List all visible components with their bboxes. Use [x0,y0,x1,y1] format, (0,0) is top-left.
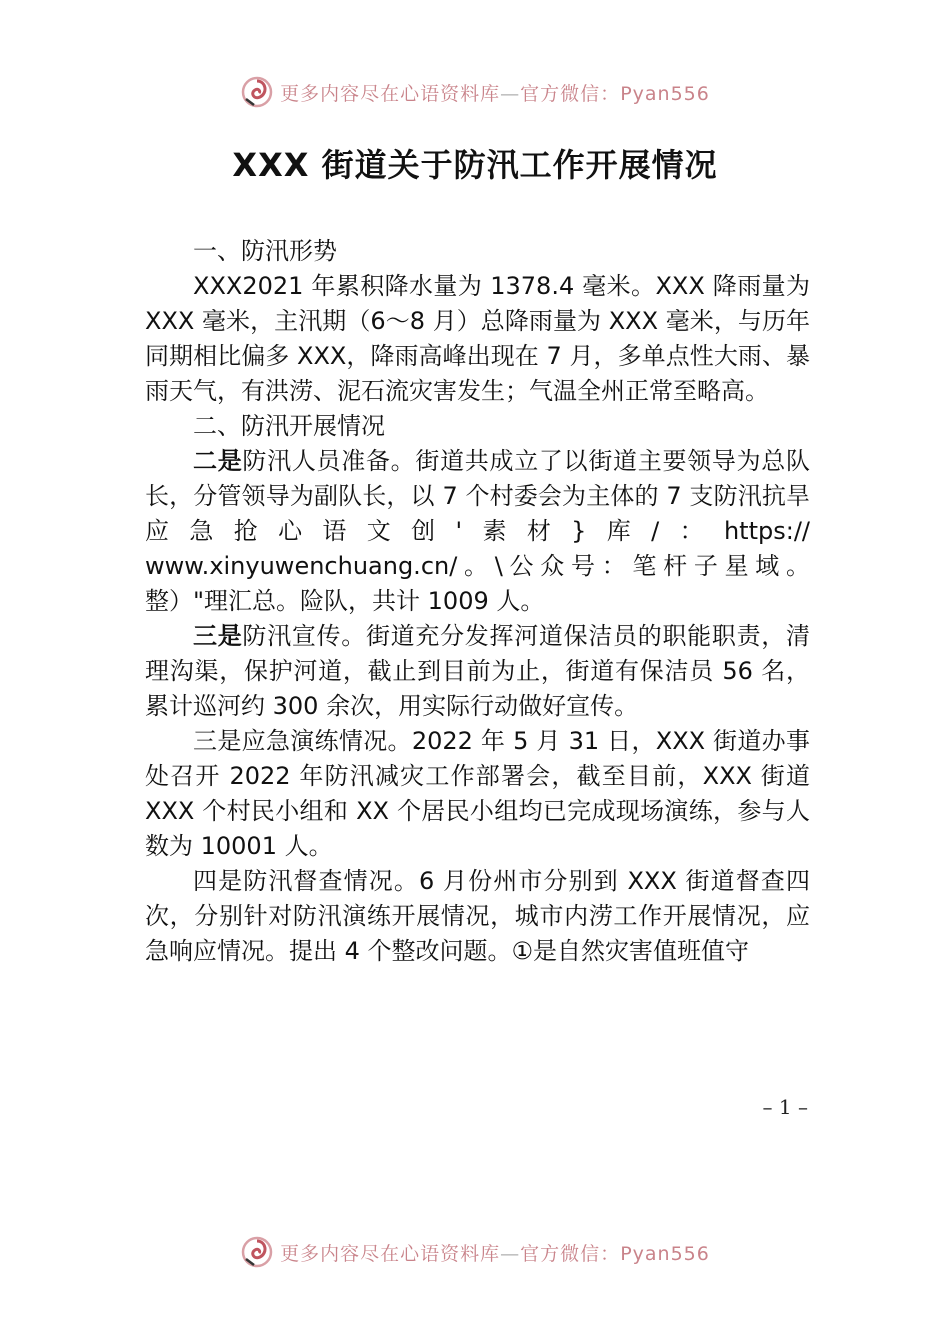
paragraph-flood-situation: XXX2021 年累积降水量为 1378.4 毫米。XXX 降雨量为 XXX 毫米，主汛期（6～8 月）总降雨量为 XXX 毫米，与历年同期相比偏多 XXX，降雨高峰出现在 7 月，多单点性大雨、暴雨天气，有洪涝、泥石流灾害发生；气温全州正常至略高。 [145,272,810,405]
bold-lead-3: 三是 [193,622,243,650]
banner-text: 更多内容尽在心语资料库—官方微信：Pyan556 [280,1242,710,1265]
document-body [145,234,810,969]
paragraph-publicity: 三是防汛宣传。街道充分发挥河道保洁员的职能职责，清理沟渠，保护河道，截止到目前为止，街道有保洁员 56 名，累计巡河约 300 余次，用实际行动做好宣传。 [145,622,811,720]
document-title: XXX 街道关于防汛工作开展情况 [232,146,718,184]
spiral-logo-icon [240,1235,274,1269]
section-heading-2: 二、防汛开展情况 [193,412,385,440]
paragraph-personnel: 二是防汛人员准备。街道共成立了以街道主要领导为总队长，分管领导为副队长，以 7 个村委会为主体的 7 支防汛抗旱应急抢心语文创'素材}库/：https:// www.xinyuwenchuang.cn/。\公众号：笔杆子星域。整）"理汇总。险队，共计 1009 人。 [145,447,811,615]
wechat-id: Pyan556 [620,1242,710,1265]
header-watermark-banner [0,72,950,112]
spiral-logo-icon [240,75,274,109]
banner-text: 更多内容尽在心语资料库—官方微信：Pyan556 [280,82,710,105]
wechat-id: Pyan556 [620,82,710,105]
bold-lead-2: 二是 [193,447,243,475]
section-heading-1: 一、防汛形势 [193,237,337,265]
paragraph-inspection: 四是防汛督查情况。6 月份州市分别到 XXX 街道督查四次，分别针对防汛演练开展情况，城市内涝工作开展情况，应急响应情况。提出 4 个整改问题。①是自然灾害值班值守 [145,867,810,965]
paragraph-drill: 三是应急演练情况。2022 年 5 月 31 日，XXX 街道办事处召开 2022 年防汛减灾工作部署会，截至目前，XXX 街道 XXX 个村民小组和 XX 个居民小组均已完成现场演练，参与人数为 10001 人。 [145,727,810,860]
footer-watermark-banner [0,1232,950,1272]
page-number: – 1 – [762,1095,808,1119]
